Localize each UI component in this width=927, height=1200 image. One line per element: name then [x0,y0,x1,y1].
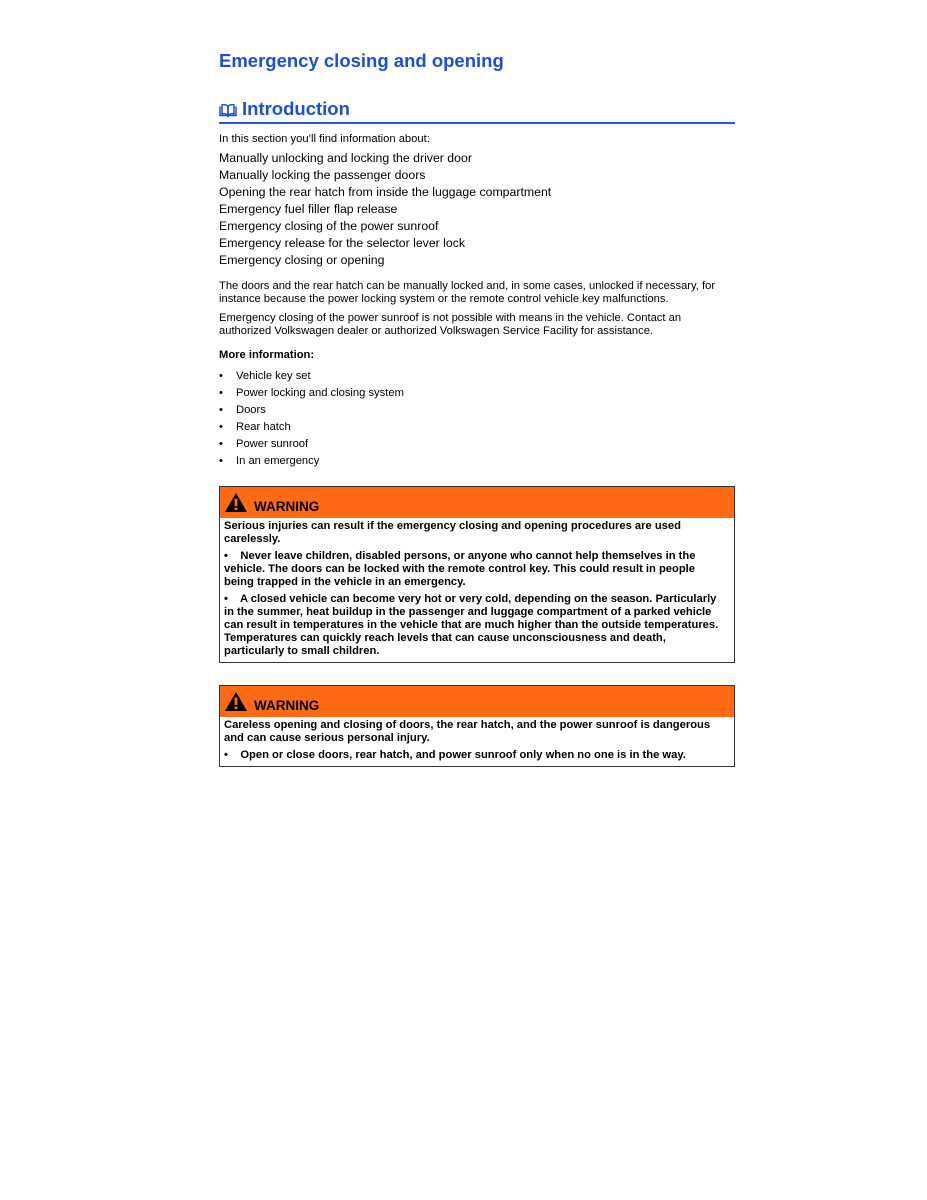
warning-box [219,685,735,767]
bullet: • [224,593,228,605]
more-info-item-label: Rear hatch [236,421,291,433]
intro-paragraph-1: The doors and the rear hatch can be manually locked and, in some cases, unlocked if necessary, for instance because the power locking system or the remote control vehicle key malfunctions. [219,280,716,305]
more-info-item[interactable] [219,419,404,436]
warning-header [220,487,734,518]
warning-header [220,686,734,717]
intro-heading [219,98,735,124]
more-info-item[interactable] [219,368,404,385]
topic-item[interactable]: Opening the rear hatch from inside the luggage compartment [219,185,552,199]
more-info-list [219,368,404,470]
warning-item [224,593,726,658]
bullet: • [219,455,223,467]
intro-paragraph-2: Emergency closing of the power sunroof is not possible with means in the vehicle. Contact an authorized Volkswagen dealer or authorized Volkswagen Service Facility for assistance. [219,312,682,337]
warning-body [220,518,734,662]
bullet: • [224,749,228,761]
bullet: • [219,438,223,450]
topic-item[interactable]: Emergency release for the selector lever lock [219,236,466,250]
warning-intro: Serious injuries can result if the emergency closing and opening procedures are used carelessly. [224,520,681,545]
more-info-item-label: Power locking and closing system [236,387,404,399]
more-info-item-label: Doors [236,404,266,416]
bullet: • [219,370,223,382]
more-info-item[interactable] [219,385,404,402]
warning-intro: Careless opening and closing of doors, the rear hatch, and the power sunroof is dangerous and can cause serious personal injury. [224,719,711,744]
warning-item-text: Never leave children, disabled persons, or anyone who cannot help themselves in the vehicle. The doors can be locked with the remote control key. This could result in people being trapped in the vehicle in an emergency. [224,550,696,588]
intro-lead: In this section you’ll find information about: [219,133,430,145]
topic-item[interactable]: Emergency closing or opening [219,253,385,267]
topic-item[interactable]: Manually locking the passenger doors [219,168,426,182]
section-title: Emergency closing and opening [219,50,504,71]
more-info-item-label: In an emergency [236,455,320,467]
bullet: • [219,404,223,416]
warning-label: WARNING [254,698,320,713]
more-info-heading: More information: [219,349,315,361]
topic-item[interactable]: Emergency fuel filler flap release [219,202,398,216]
bullet: • [219,387,223,399]
warning-body [220,717,734,766]
book-icon [219,104,237,117]
warning-label: WARNING [254,499,320,514]
intro-title: Introduction [242,98,350,119]
bullet: • [219,421,223,433]
more-info-item[interactable] [219,436,404,453]
warning-item [224,550,726,589]
topic-item[interactable]: Manually unlocking and locking the driver door [219,151,472,165]
more-info-item[interactable] [219,453,404,470]
warning-triangle-icon [224,492,248,513]
warning-item [224,749,726,762]
warning-item-text: Open or close doors, rear hatch, and power sunroof only when no one is in the way. [240,749,686,761]
warning-item-text: A closed vehicle can become very hot or very cold, depending on the season. Particularly in the summer, heat buildup in the passenger and luggage compartment of a parked vehicle can result in temperatures in the vehicle that are much higher than the outside temperatures. Temperatures can quickly reach levels that can cause unconsciousness and death, particularly to small children. [224,593,719,657]
more-info-item-label: Vehicle key set [236,370,311,382]
warning-triangle-icon [224,691,248,712]
more-info-item[interactable] [219,402,404,419]
bullet: • [224,550,228,562]
more-info-item-label: Power sunroof [236,438,309,450]
topic-item[interactable]: Emergency closing of the power sunroof [219,219,439,233]
warning-box [219,486,735,663]
topic-list [219,150,551,269]
